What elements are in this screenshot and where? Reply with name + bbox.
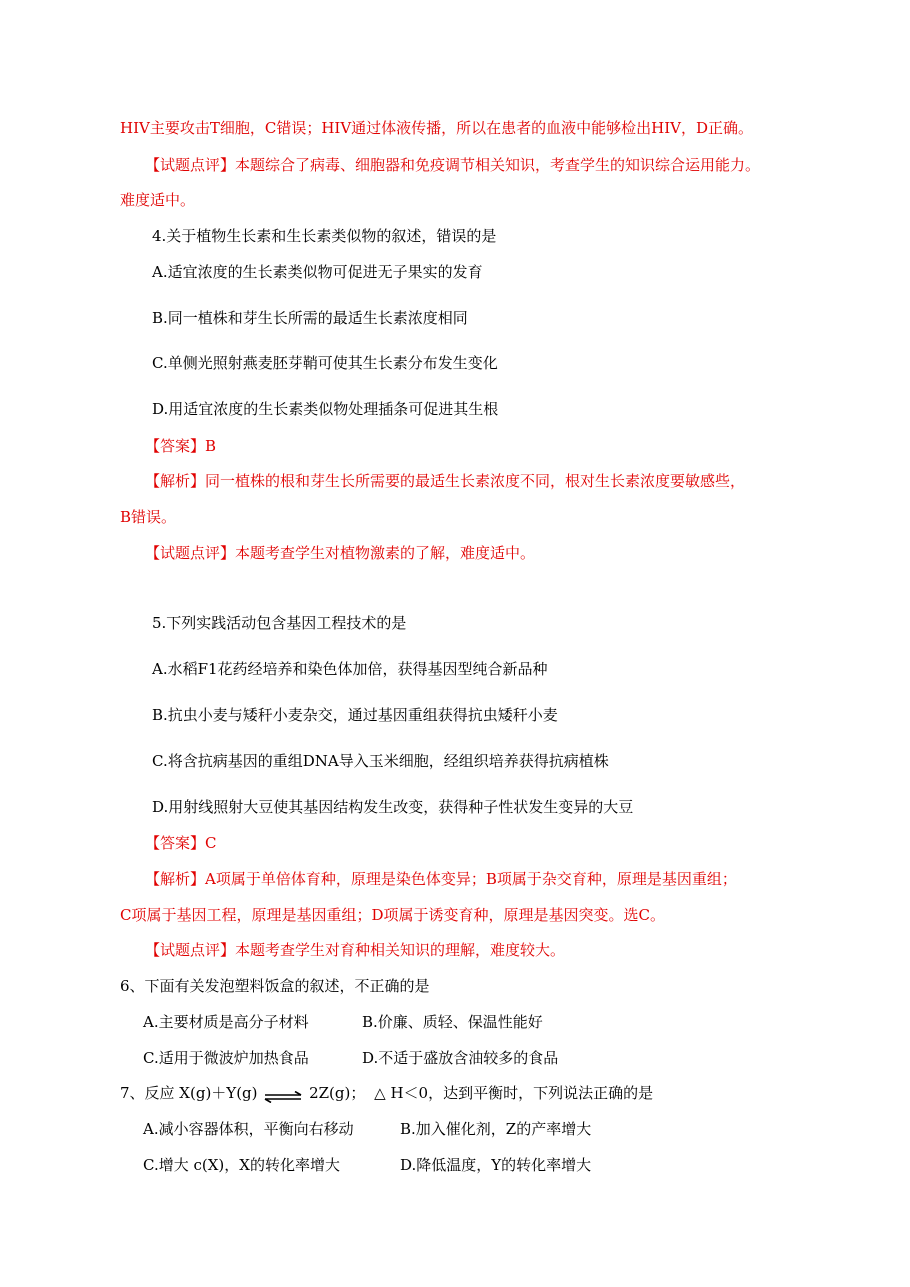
delta-symbol: △ [374,1084,386,1102]
q7-option-a: A.减小容器体积，平衡向右移动 [143,1120,354,1138]
q3-comment-line2: 难度适中。 [120,191,196,209]
q5-analysis-line2: C项属于基因工程，原理是基因重组；D项属于诱变育种，原理是基因突变。选C。 [120,906,665,924]
q5-stem: 5.下列实践活动包含基因工程技术的是 [152,614,407,632]
q4-option-b: B.同一植株和芽生长所需的最适生长素浓度相同 [152,309,468,327]
q5-comment: 【试题点评】本题考查学生对育种相关知识的理解，难度较大。 [145,941,566,959]
q5-option-c: C.将含抗病基因的重组DNA导入玉米细胞，经组织培养获得抗病植株 [152,752,609,770]
q5-option-d: D.用射线照射大豆使其基因结构发生改变，获得种子性状发生变异的大豆 [152,798,634,816]
q4-analysis-line2: B错误。 [120,508,177,526]
q5-answer: 【答案】C [145,834,217,852]
q6-option-a: A.主要材质是高分子材料 [143,1013,309,1031]
q6-option-d: D.不适于盛放含油较多的食品 [362,1049,559,1067]
q7-stem-products: 2Z(g)； [309,1084,366,1102]
q3-explanation-line: HIV主要攻击T细胞，C错误；HIV通过体液传播，所以在患者的血液中能够检出HIV，D正确。 [120,119,754,137]
q7-option-c: C.增大 c(X)，X的转化率增大 [143,1156,340,1174]
q7-stem-condition: H＜0，达到平衡时，下列说法正确的是 [390,1084,654,1102]
q4-option-a: A.适宜浓度的生长素类似物可促进无子果实的发育 [152,263,483,281]
q4-stem: 4.关于植物生长素和生长素类似物的叙述，错误的是 [152,227,497,245]
q7-stem [120,1083,653,1103]
equilibrium-arrows-icon [264,1088,302,1100]
q4-option-c: C.单侧光照射燕麦胚芽鞘可使其生长素分布发生变化 [152,354,498,372]
q4-option-d: D.用适宜浓度的生长素类似物处理插条可促进其生根 [152,400,499,418]
q7-option-d: D.降低温度，Y的转化率增大 [400,1156,592,1174]
q7-stem-reactants: 7、反应 X(g)＋Y(g) [120,1084,258,1102]
q6-stem: 6、下面有关发泡塑料饭盒的叙述，不正确的是 [120,977,430,995]
q5-option-a: A.水稻F1花药经培养和染色体加倍，获得基因型纯合新品种 [152,660,548,678]
q4-analysis-line1: 【解析】同一植株的根和芽生长所需要的最适生长素浓度不同，根对生长素浓度要敏感些， [145,472,746,490]
q3-comment-line1: 【试题点评】本题综合了病毒、细胞器和免疫调节相关知识，考查学生的知识综合运用能力。 [145,156,761,174]
q7-option-b: B.加入催化剂，Z的产率增大 [400,1120,592,1138]
q5-analysis-line1: 【解析】A项属于单倍体育种，原理是染色体变异；B项属于杂交育种，原理是基因重组； [145,870,737,888]
q6-option-c: C.适用于微波炉加热食品 [143,1049,309,1067]
q4-comment: 【试题点评】本题考查学生对植物激素的了解，难度适中。 [145,544,536,562]
q5-option-b: B.抗虫小麦与矮秆小麦杂交，通过基因重组获得抗虫矮秆小麦 [152,706,558,724]
q4-answer: 【答案】B [145,437,217,455]
q6-option-b: B.价廉、质轻、保温性能好 [362,1013,543,1031]
